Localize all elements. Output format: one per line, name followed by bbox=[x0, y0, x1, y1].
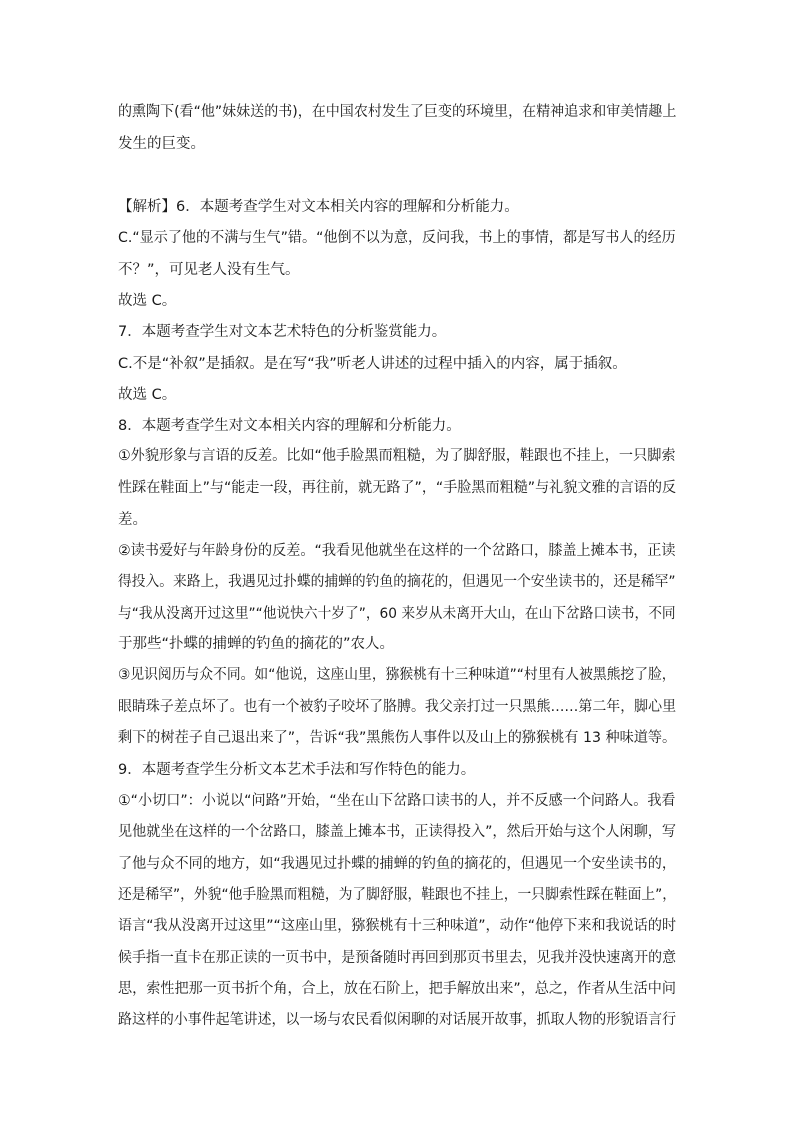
text-line: 故选 C。 bbox=[118, 387, 177, 403]
text-line: 语言“我从没离开过这里”“这座山里，猕猴桃有十三种味道”，动作“他停下来和我说话的时 bbox=[118, 918, 677, 934]
text-line: 的熏陶下(看“他”妹妹送的书)，在中国农村发生了巨变的环境里，在精神追求和审美情趣上 bbox=[118, 104, 677, 120]
text-line: C.“显示了他的不满与生气”错。“他倒不以为意，反问我，书上的事情，都是写书人的经历 bbox=[118, 230, 676, 246]
text-line: 还是稀罕”，外貌“他手脸黑而粗糙，为了脚舒服，鞋跟也不挂上，一只脚索性踩在鞋面上”， bbox=[118, 887, 677, 903]
text-line: 不？”，可见老人没有生气。 bbox=[118, 262, 300, 278]
text-line: 得投入。来路上，我遇见过扑蝶的捕蝉的钓鱼的摘花的，但遇见一个安坐读书的，还是稀罕” bbox=[118, 574, 676, 590]
text-line: 思，索性把那一页书折个角，合上，放在石阶上，把手解放出来”，总之，作者从生活中问 bbox=[118, 981, 677, 997]
text-line: 于那些“扑蝶的捕蝉的钓鱼的摘花的”农人。 bbox=[118, 636, 395, 652]
text-line: 8．本题考查学生对文本相关内容的理解和分析能力。 bbox=[118, 418, 461, 434]
text-line: ①“小切口”：小说以“问路”开始，“坐在山下岔路口读书的人，并不反感一个问路人。我看 bbox=[118, 793, 676, 809]
text-line: 【解析】6．本题考查学生对文本相关内容的理解和分析能力。 bbox=[118, 199, 519, 215]
text-line: 眼睛珠子差点坏了。也有一个被豹子咬坏了胳膊。我父亲打过一只黑熊……第二年，脚心里 bbox=[118, 699, 677, 715]
text-line: 见他就坐在这样的一个岔路口，膝盖上摊本书，正读得投入”，然后开始与这个人闲聊，写 bbox=[118, 824, 677, 840]
text-line: 发生的巨变。 bbox=[118, 136, 205, 152]
text-line: 了他与众不同的地方，如“我遇见过扑蝶的捕蝉的钓鱼的摘花的，但遇见一个安坐读书的， bbox=[118, 856, 677, 872]
text-line: 候手指一直卡在那正读的一页书中，是预备随时再回到那页书里去，见我并没快速离开的意 bbox=[118, 950, 677, 966]
text-line: 7．本题考查学生对文本艺术特色的分析鉴赏能力。 bbox=[118, 324, 447, 340]
text-line: C.不是“补叙”是插叙。是在写“我”听老人讲述的过程中插入的内容，属于插叙。 bbox=[118, 356, 627, 372]
text-line: 路这样的小事件起笔讲述，以一场与农民看似闲聊的对话展开故事，抓取人物的形貌语言行 bbox=[118, 1012, 677, 1028]
text-line: 性踩在鞋面上”与“能走一段，再往前，就无路了”，“手脸黑而粗糙”与礼貌文雅的言语的反 bbox=[118, 480, 677, 496]
text-line: ②读书爱好与年龄身份的反差。“我看见他就坐在这样的一个岔路口，膝盖上摊本书，正读 bbox=[118, 543, 676, 559]
text-line: ①外貌形象与言语的反差。比如“他手脸黑而粗糙，为了脚舒服，鞋跟也不挂上，一只脚索 bbox=[118, 448, 676, 464]
text-line: 9．本题考查学生分析文本艺术手法和写作特色的能力。 bbox=[118, 762, 476, 778]
text-line: 剩下的树茬子自己退出来了”，告诉“我”黑熊伤人事件以及山上的猕猴桃有 13 种味道等。 bbox=[118, 730, 677, 746]
text-line: 故选 C。 bbox=[118, 293, 177, 309]
text-line: 与“我从没离开过这里”“他说快六十岁了”，60 来岁从未离开大山，在山下岔路口读书，不同 bbox=[118, 606, 676, 622]
text-line: 差。 bbox=[118, 512, 147, 528]
text-line: ③见识阅历与众不同。如“他说，这座山里，猕猴桃有十三种味道”“村里有人被黑熊挖了脸， bbox=[118, 667, 676, 683]
